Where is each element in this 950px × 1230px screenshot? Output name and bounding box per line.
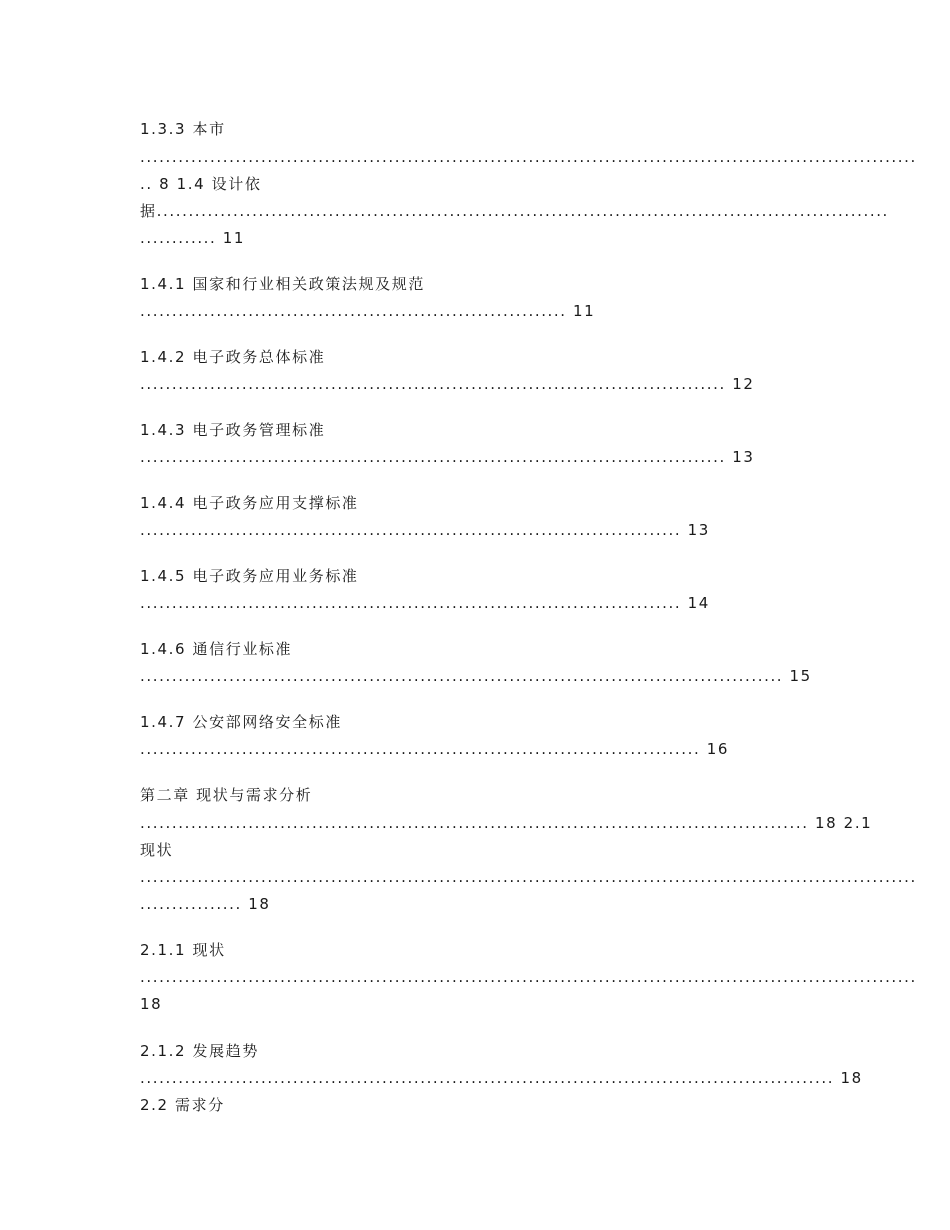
toc-leader: .......................................................................................................................... bbox=[140, 148, 917, 166]
toc-page-number: ............ 11 bbox=[140, 229, 246, 247]
toc-entry-title: 2.1.2 发展趋势 bbox=[140, 1042, 259, 1060]
toc-leader: .......................................................................................................................... bbox=[140, 968, 917, 986]
toc-entry-title: 现状 bbox=[140, 841, 174, 859]
toc-entry-title: .. 8 1.4 设计依 bbox=[140, 175, 262, 193]
toc-page-number: ..................................................................................... 14 bbox=[140, 594, 710, 612]
toc-entry-title: 1.4.4 电子政务应用支撑标准 bbox=[140, 494, 359, 512]
toc-entry-title: 1.4.1 国家和行业相关政策法规及规范 bbox=[140, 275, 425, 293]
toc-entry-title: 1.4.7 公安部网络安全标准 bbox=[140, 713, 342, 731]
toc-entry-title: 1.4.3 电子政务管理标准 bbox=[140, 421, 326, 439]
toc-page-number: ............................................................................................ 12 bbox=[140, 375, 755, 393]
toc-entry-title: 1.4.2 电子政务总体标准 bbox=[140, 348, 326, 366]
toc-leader: .......................................................................................................................... bbox=[140, 868, 917, 886]
toc-entry-title: 据................................................................................................................... bbox=[140, 202, 889, 220]
toc-page-number: ................................................................... 11 bbox=[140, 302, 596, 320]
toc-entry-title: 2.2 需求分 bbox=[140, 1096, 225, 1114]
toc-entry-title: 1.4.6 通信行业标准 bbox=[140, 640, 293, 658]
toc-page-number: ......................................................................................................... 18 2.1 bbox=[140, 814, 873, 832]
toc-entry-title: 1.3.3 本市 bbox=[140, 120, 226, 138]
toc-page-number: 18 bbox=[140, 995, 163, 1013]
toc-page-number: ........................................................................................ 16 bbox=[140, 740, 730, 758]
toc-entry-title: 2.1.1 现状 bbox=[140, 941, 226, 959]
toc-entry-title: 1.4.5 电子政务应用业务标准 bbox=[140, 567, 359, 585]
toc-page-number: ..................................................................................... 13 bbox=[140, 521, 710, 539]
toc-page-number: ................ 18 bbox=[140, 895, 271, 913]
toc-page-number: ............................................................................................................. 18 bbox=[140, 1069, 863, 1087]
toc-page-number: ..................................................................................................... 15 bbox=[140, 667, 812, 685]
toc-page-number: ............................................................................................ 13 bbox=[140, 448, 755, 466]
toc-chapter-title: 第二章 现状与需求分析 bbox=[140, 786, 313, 804]
